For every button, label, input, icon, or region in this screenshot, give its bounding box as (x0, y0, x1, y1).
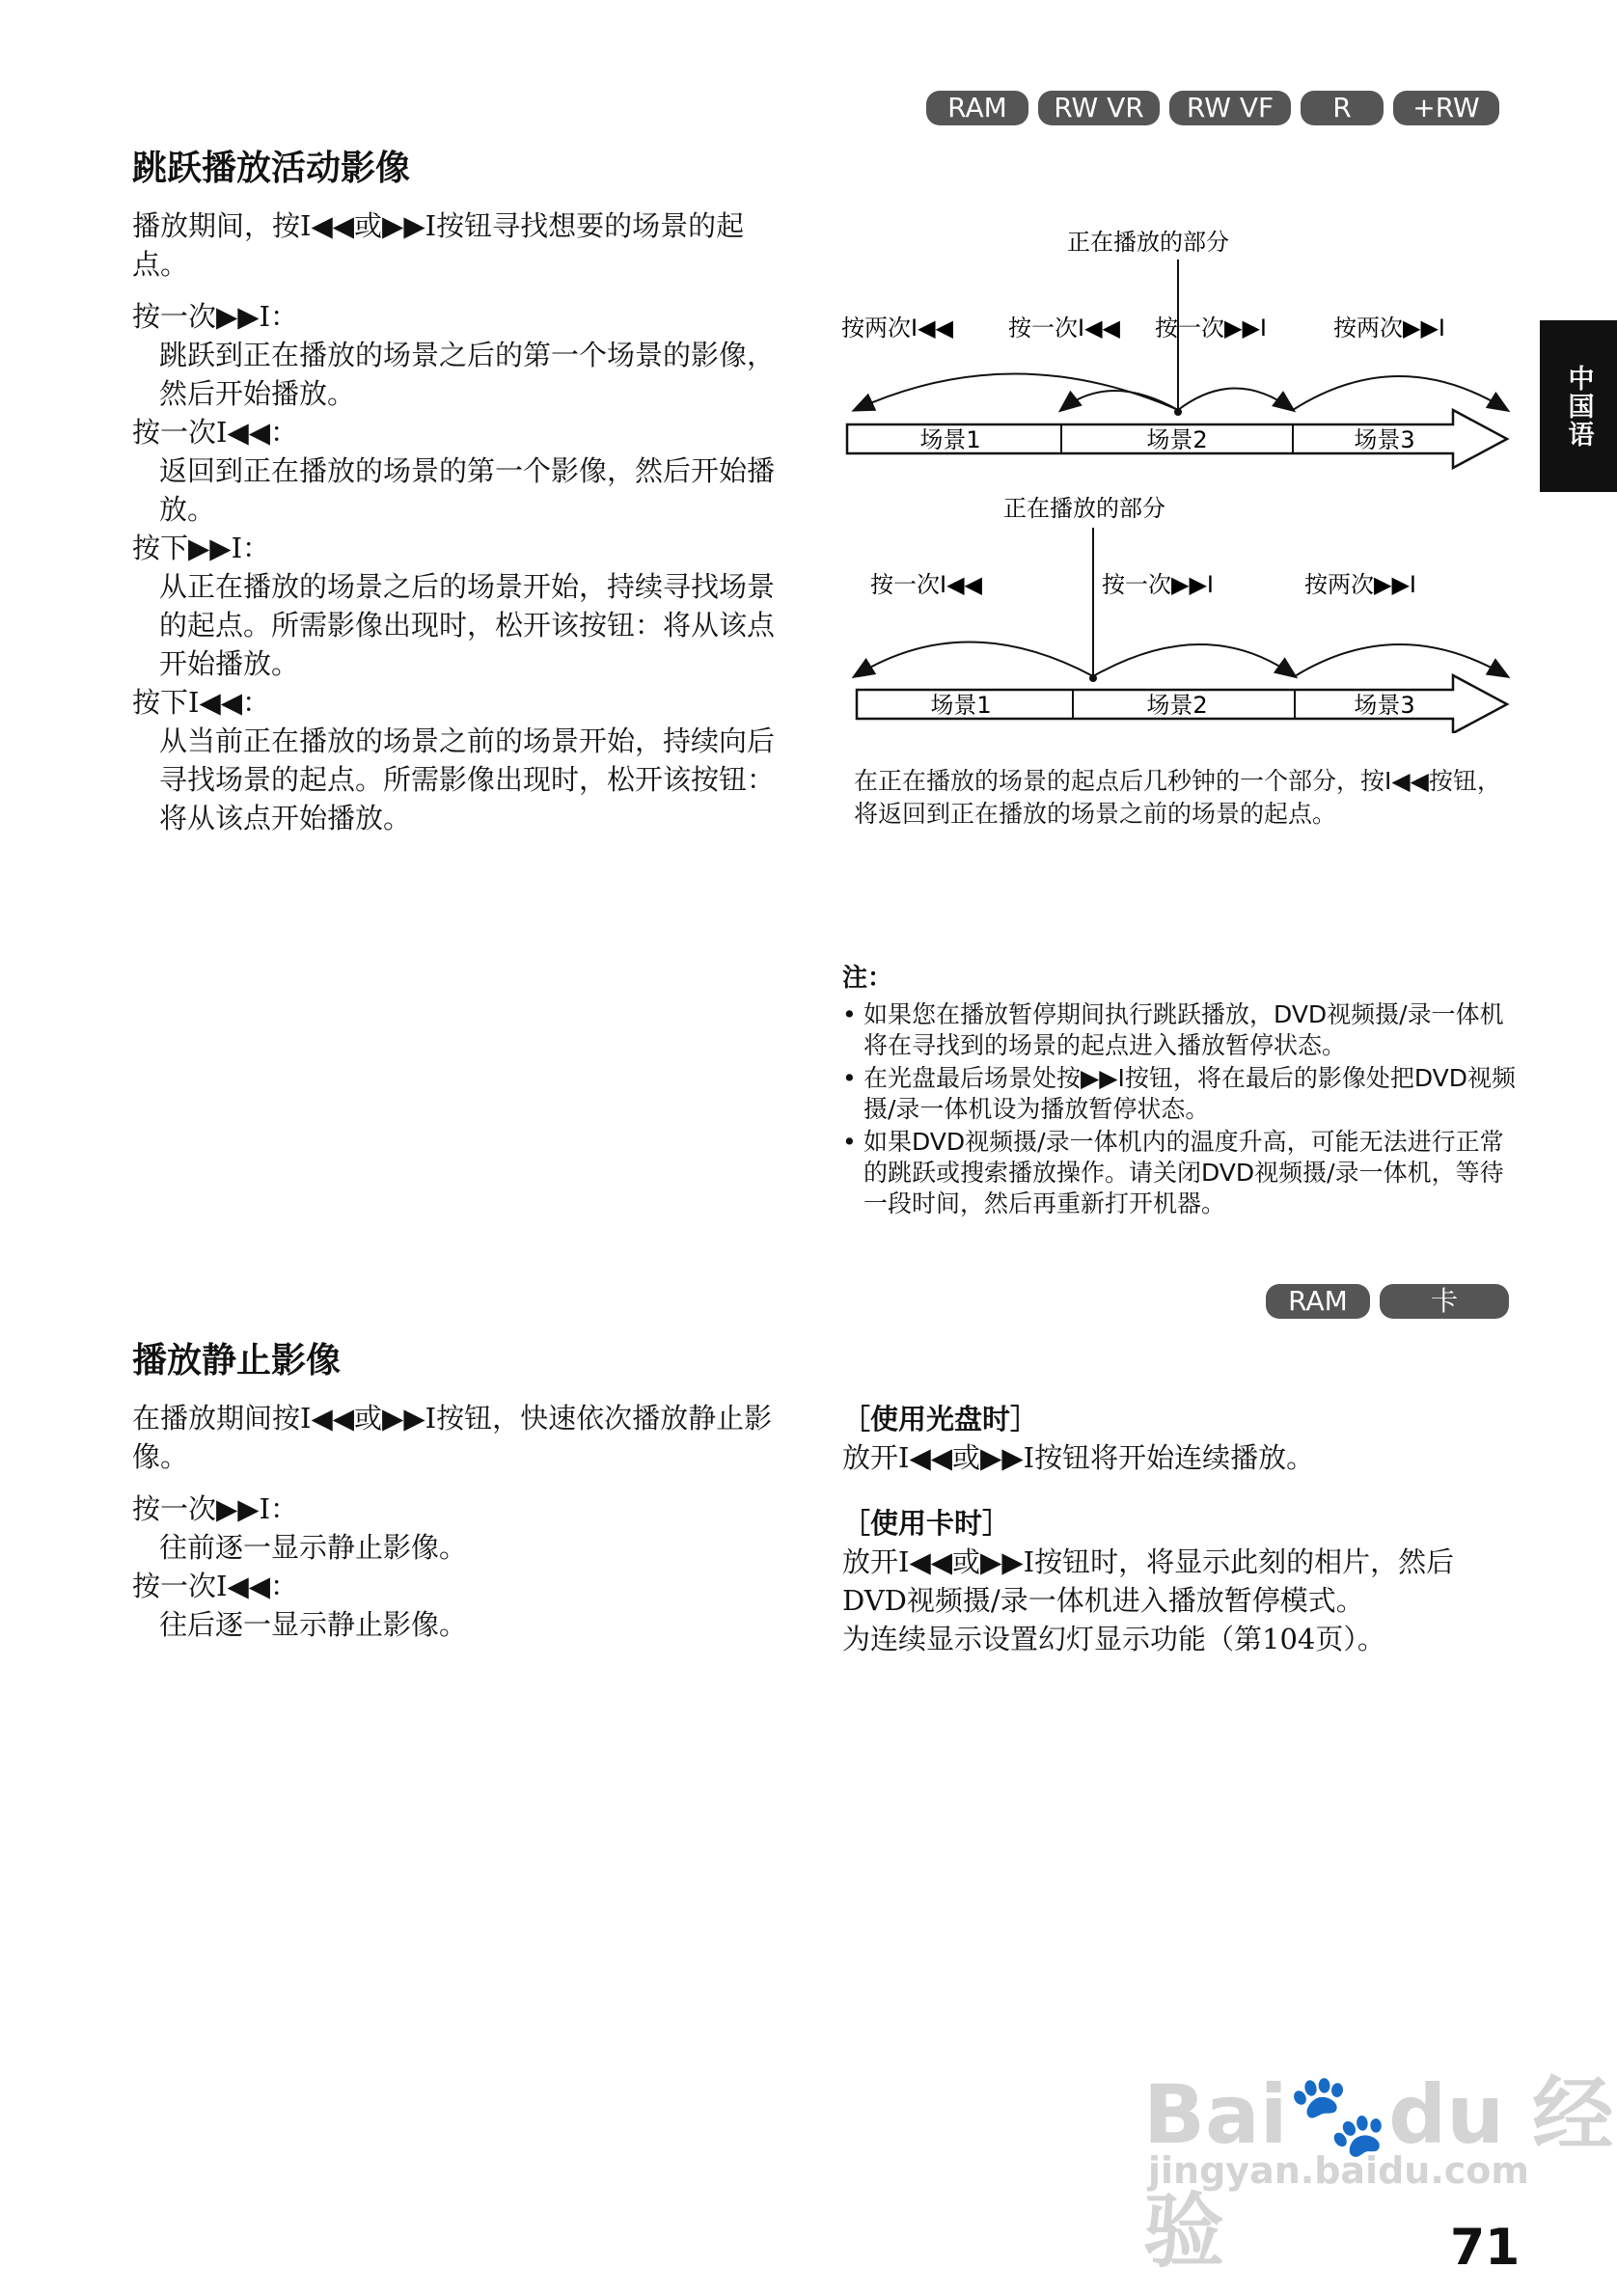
still-intro: 在播放期间按I◀◀或▶▶I按钮，快速依次播放静止影像。 (132, 1402, 773, 1473)
still-text-next: 往前逐一显示静止影像。 (159, 1531, 468, 1564)
diagram1-label-twice-next: 按两次▶▶I (1333, 314, 1445, 342)
notes-block (842, 958, 1518, 1221)
diagram1-arc-once-next (1178, 389, 1293, 411)
diagram2-scene-3: 场景3 (1354, 692, 1415, 719)
still-playback-media-notes (842, 1400, 1518, 1658)
note-item: • 如果DVD视频摄/录一体机内的温度升高，可能无法进行正常的跳跃或搜索播放操作。请关闭DVD视频摄/录一体机，等待一段时间，然后再重新打开机器。 (842, 1127, 1518, 1219)
notes-list (842, 999, 1518, 1219)
diagram1-label-once-next: 按一次▶▶I (1155, 314, 1267, 342)
card-usage-title: ［使用卡时］ (842, 1507, 1011, 1540)
media-type-badges (1266, 1284, 1509, 1319)
diagram1-marker-label: 正在播放的部分 (1067, 229, 1229, 256)
badge-card: 卡 (1380, 1284, 1509, 1319)
diagram2-arc-once-prev (855, 642, 1093, 677)
diagram-caption: 在正在播放的场景的起点后几秒钟的一个部分，按I◀◀按钮，将返回到正在播放的场景之前的场景的起点。 (854, 767, 1501, 828)
item-label-next: 按一次▶▶I： (132, 300, 299, 333)
diagram1-label-twice-prev: 按两次I◀◀ (841, 314, 953, 342)
badge-plus-rw: +RW (1393, 91, 1499, 125)
diagram1-scene-2: 场景2 (1146, 426, 1208, 453)
diagram2-marker-label: 正在播放的部分 (1003, 495, 1165, 522)
diagram1-scene-1: 场景1 (919, 426, 981, 453)
section-title-skip-playback: 跳跃播放活动影像 (132, 149, 411, 188)
diagram1-label-once-prev: 按一次I◀◀ (1008, 314, 1120, 342)
skip-playback-body (132, 206, 798, 837)
disc-usage-title: ［使用光盘时］ (842, 1403, 1039, 1435)
still-label-next: 按一次▶▶I： (132, 1492, 299, 1525)
badge-rw-vr: RW VR (1038, 91, 1160, 125)
badge-ram: RAM (926, 91, 1028, 125)
card-usage-slideshow: 为连续显示设置幻灯显示功能（第104页）。 (842, 1623, 1385, 1655)
diagram2-marker-dot (1089, 674, 1097, 682)
item-text-hold-next: 从正在播放的场景之后的场景开始，持续寻找场景的起点。所需影像出现时，松开该按钮：将从该点开始播放。 (159, 570, 776, 680)
page-number: 71 (1450, 2219, 1521, 2277)
card-usage-text: 放开I◀◀或▶▶I按钮时，将显示此刻的相片，然后DVD视频摄/录一体机进入播放暂停模式。 (842, 1545, 1455, 1617)
item-text-next: 跳跃到正在播放的场景之后的第一个场景的影像，然后开始播放。 (159, 339, 776, 410)
language-tab-label: 中国语 (1563, 364, 1594, 449)
diagram1-arc-twice-next (1293, 376, 1507, 410)
skip-intro: 播放期间，按I◀◀或▶▶I按钮寻找想要的场景的起点。 (132, 209, 745, 281)
note-item: • 如果您在播放暂停期间执行跳跃播放，DVD视频摄/录一体机将在寻找到的场景的起点进入播放暂停状态。 (842, 999, 1518, 1061)
badge-r: R (1301, 91, 1384, 125)
diagram1-scene-3: 场景3 (1354, 426, 1415, 453)
badge-ram-still: RAM (1266, 1284, 1370, 1319)
diagram2-scene-2: 场景2 (1146, 692, 1208, 719)
skip-diagram-2 (839, 487, 1515, 733)
diagram1-marker-dot (1174, 408, 1182, 416)
diagram1-arc-once-prev (1061, 391, 1178, 410)
section-title-still-playback: 播放静止影像 (132, 1341, 342, 1380)
item-text-hold-prev: 从当前正在播放的场景之前的场景开始，持续向后寻找场景的起点。所需影像出现时，松开该按钮：将从该点开始播放。 (159, 724, 776, 834)
note-item: • 在光盘最后场景处按▶▶I按钮，将在最后的影像处把DVD视频摄/录一体机设为播放暂停状态。 (842, 1063, 1518, 1125)
diagram2-label-once-prev: 按一次I◀◀ (870, 571, 982, 598)
item-label-hold-prev: 按下I◀◀： (132, 686, 271, 719)
watermark-url: jingyan.baidu.com (1148, 2149, 1529, 2192)
diagram2-label-once-next: 按一次▶▶I (1102, 571, 1214, 598)
skip-diagram-1 (839, 217, 1515, 478)
disc-usage-text: 放开I◀◀或▶▶I按钮将开始连续播放。 (842, 1441, 1315, 1474)
item-text-prev: 返回到正在播放的场景的第一个影像，然后开始播放。 (159, 454, 776, 526)
item-label-prev: 按一次I◀◀： (132, 416, 299, 449)
disc-type-badges (926, 91, 1499, 125)
still-label-prev: 按一次I◀◀： (132, 1570, 299, 1602)
badge-rw-vf: RW VF (1169, 91, 1291, 125)
watermark-logo: Bai🐾du 经验 (1143, 2067, 1614, 2279)
notes-title: 注： (842, 964, 893, 993)
diagram2-scene-1: 场景1 (930, 692, 992, 719)
diagram2-arc-once-next (1093, 644, 1295, 676)
diagram2-arc-twice-next (1295, 644, 1507, 676)
still-playback-body (132, 1399, 798, 1644)
still-text-prev: 往后逐一显示静止影像。 (159, 1608, 468, 1641)
language-tab (1540, 320, 1617, 492)
diagram2-label-twice-next: 按两次▶▶I (1304, 571, 1416, 598)
item-label-hold-next: 按下▶▶I： (132, 532, 271, 564)
